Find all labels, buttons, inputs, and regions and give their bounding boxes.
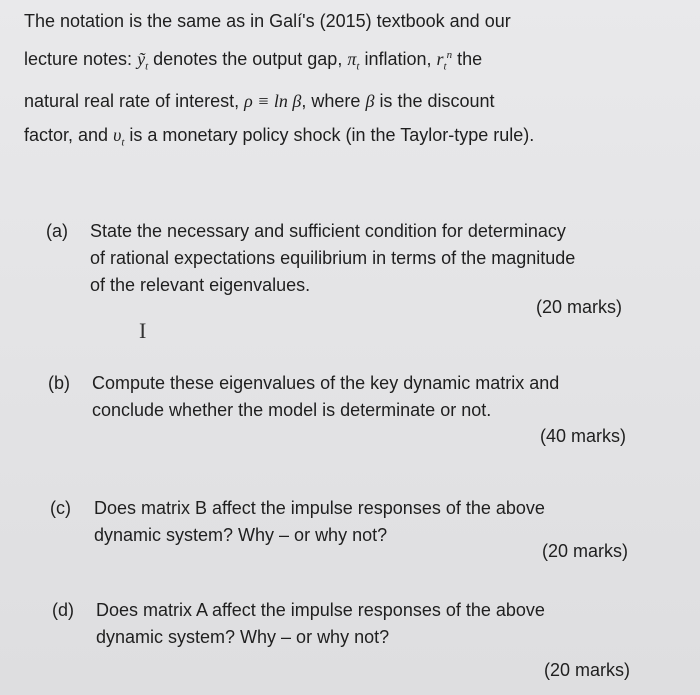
question-d	[52, 597, 672, 657]
question-label: (b)	[48, 373, 70, 393]
question-label: (c)	[50, 498, 71, 518]
intro-text: natural real rate of interest,	[24, 90, 240, 111]
rho-definition: ρ ≡ ln β	[244, 90, 302, 111]
question-a	[46, 218, 666, 308]
beta-symbol: β	[365, 90, 375, 111]
intro-text: is the discount	[379, 90, 495, 111]
question-b-marks: (40 marks)	[540, 426, 627, 446]
natural-rate-symbol: $r_t^n$	[436, 49, 453, 73]
question-d-marks: (20 marks)	[544, 660, 631, 680]
question-label: (d)	[52, 600, 74, 620]
question-text: Does matrix A affect the impulse responses of the above dynamic system? Why – or why not?	[96, 600, 545, 647]
question-b	[48, 370, 668, 430]
question-text: Does matrix B affect the impulse responses of the above dynamic system? Why – or why not?	[94, 498, 545, 545]
intro-text: inflation,	[364, 49, 432, 69]
inflation-symbol: $\pi_t$	[347, 49, 360, 73]
text-cursor-icon: I	[139, 318, 147, 343]
intro-text: the	[457, 49, 483, 69]
intro-line-1: The notation is the same as in Galí's (2015) textbook and our	[24, 11, 511, 31]
intro-text: denotes the output gap,	[153, 49, 343, 69]
intro-line-3	[24, 84, 664, 118]
intro-text: , where	[301, 90, 361, 111]
question-text: State the necessary and sufficient condition for determinacy of rational expectations equilibrium in terms of the magnitude of the relevant eigenvalues.	[90, 221, 576, 295]
intro-line-4	[24, 118, 664, 160]
policy-shock-symbol: $\upsilon_t$	[113, 124, 125, 149]
question-a-marks: (20 marks)	[536, 297, 623, 317]
intro-text: factor, and	[24, 124, 109, 145]
question-label: (a)	[46, 221, 68, 241]
question-c-marks: (20 marks)	[542, 541, 629, 561]
intro-line-2	[24, 38, 664, 84]
intro-paragraph	[24, 4, 664, 159]
question-text: Compute these eigenvalues of the key dynamic matrix and conclude whether the model is determinate or not.	[92, 373, 560, 420]
intro-text: is a monetary policy shock (in the Taylor-type rule).	[129, 124, 535, 145]
output-gap-symbol: ỹ$_t$	[137, 49, 149, 73]
intro-text: lecture notes:	[24, 49, 133, 69]
